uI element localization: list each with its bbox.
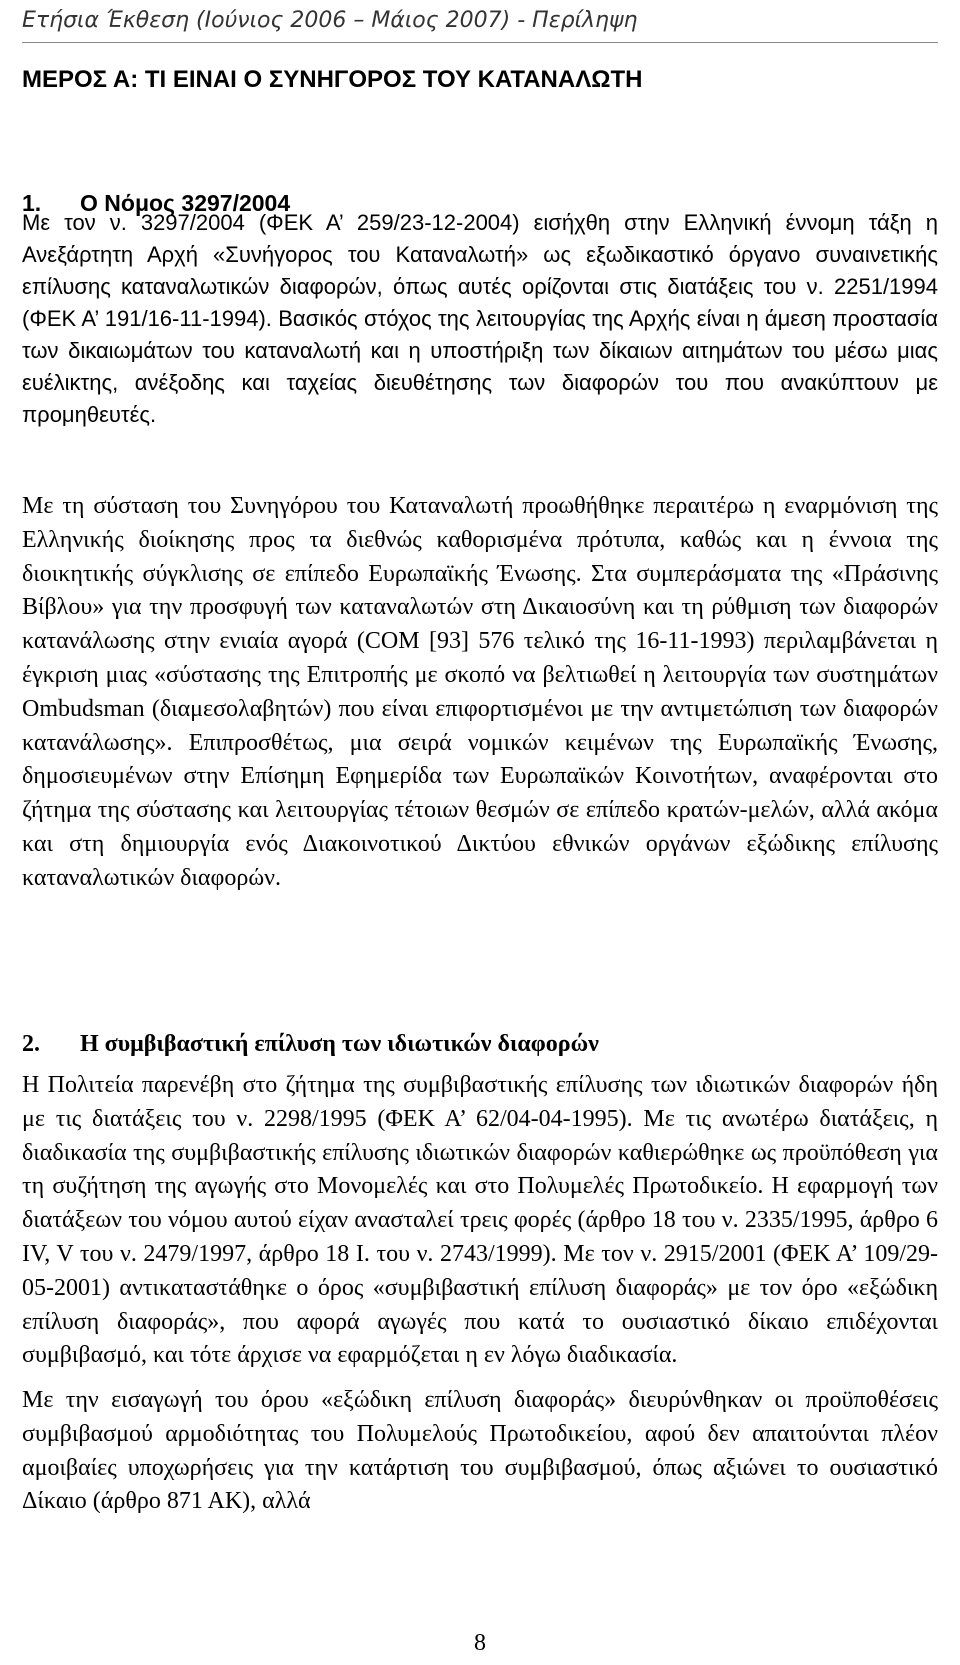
part-title: ΜΕΡΟΣ Α: ΤΙ ΕΙΝΑΙ Ο ΣΥΝΗΓΟΡΟΣ ΤΟΥ ΚΑΤΑΝΑΛΩΤΗ [22, 66, 643, 93]
section-2-title: Η συμβιβαστική επίλυση των ιδιωτικών διαφορών [80, 1031, 599, 1057]
section-2-heading [22, 1031, 599, 1058]
section-1-paragraph-1: Με τον ν. 3297/2004 (ΦΕΚ Α’ 259/23-12-2004) εισήχθη στην Ελληνική έννομη τάξη η Ανεξάρτητη Αρχή «Συνήγορος του Καταναλωτή» ως εξωδικαστικό όργανο συναινετικής επίλυσης καταναλωτικών διαφορών, όπως αυτές ορίζονται στις διατάξεις του ν. 2251/1994 (ΦΕΚ Α’ 191/16-11-1994). Βασικός στόχος της λειτουργίας της Αρχής είναι η άμεση προστασία των δικαιωμάτων του καταναλωτή και η υποστήριξη των δίκαιων αιτημάτων του μέσω μιας ευέλικτης, ανέξοδης και ταχείας διευθέτησης των διαφορών του που ανακύπτουν με προμηθευτές. [22, 210, 938, 427]
section-1-number: 1. [22, 190, 42, 216]
running-header: Ετήσια Έκθεση (Ιούνιος 2006 – Μάιος 2007) - Περίληψη [22, 8, 638, 33]
section-2-paragraph-1: Η Πολιτεία παρενέβη στο ζήτημα της συμβιβαστικής επίλυσης των ιδιωτικών διαφορών ήδη με τις διατάξεις του ν. 2298/1995 (ΦΕΚ Α’ 62/04-04-1995). Με τις ανωτέρω διατάξεις, η διαδικασία της συμβιβαστικής επίλυσης ιδιωτικών διαφορών καθιερώθηκε ως προϋπόθεση για τη συζήτηση της αγωγής στο Μονομελές και στο Πολυμελές Πρωτοδικείο. Η εφαρμογή των διατάξεων του νόμου αυτού είχαν ανασταλεί τρεις φορές (άρθρο 18 του ν. 2335/1995, άρθρο 6 IV, V του ν. 2479/1997, άρθρο 18 Ι. του ν. 2743/1999). Με τον ν. 2915/2001 (ΦΕΚ Α’ 109/29-05-2001) αντικαταστάθηκε ο όρος «συμβιβαστική επίλυση διαφοράς» με τον όρο «εξώδικη επίλυση διαφοράς», που αφορά αγωγές που κατά το ουσιαστικό δίκαιο επιδέχονται συμβιβασμό, και τότε άρχισε να εφαρμόζεται η εν λόγω διαδικασία. [22, 1072, 938, 1369]
section-2-paragraph-2: Με την εισαγωγή του όρου «εξώδικη επίλυση διαφοράς» διευρύνθηκαν οι προϋποθέσεις συμβιβασμού αρμοδιότητας του Πολυμελούς Πρωτοδικείου, αφού δεν απαιτούνται πλέον αμοιβαίες υποχωρήσεις για την κατάρτιση του συμβιβασμού, όπως αξιώνει το ουσιαστικό Δίκαιο (άρθρο 871 ΑΚ), αλλά [22, 1387, 938, 1515]
page-number: 8 [474, 1630, 486, 1656]
section-1-paragraph-2: Με τη σύσταση του Συνηγόρου του Καταναλωτή προωθήθηκε περαιτέρω η εναρμόνιση της Ελληνικής διοίκησης προς τα διεθνώς καθορισμένα πρότυπα, καθώς και η έννοια της διοικητικής σύγκλισης σε επίπεδο Ευρωπαϊκής Ένωσης. Στα συμπεράσματα της «Πράσινης Βίβλου» για την προσφυγή των καταναλωτών στη Δικαιοσύνη και τη ρύθμιση των διαφορών κατανάλωσης στην ενιαία αγορά (COM [93] 576 τελικό της 16-11-1993) περιλαμβάνεται η έγκριση μιας «σύστασης της Επιτροπής με σκοπό να βελτιωθεί η λειτουργία των συστημάτων Ombudsman (διαμεσολαβητών) που είναι επιφορτισμένοι με την αντιμετώπιση των διαφορών κατανάλωσης». Επιπροσθέτως, μια σειρά νομικών κειμένων της Ευρωπαϊκής Ένωσης, δημοσιευμένων στην Επίσημη Εφημερίδα των Ευρωπαϊκών Κοινοτήτων, αναφέρονται στο ζήτημα της σύστασης και λειτουργίας τέτοιων θεσμών σε επίπεδο κρατών-μελών, αλλά ακόμα και στη δημιουργία ενός Διακοινοτικού Δικτύου εθνικών οργάνων εξώδικης επίλυσης καταναλωτικών διαφορών. [22, 493, 938, 891]
section-2-number: 2. [22, 1031, 40, 1057]
header-divider [22, 42, 938, 43]
section-1-title: Ο Νόμος 3297/2004 [80, 190, 291, 216]
